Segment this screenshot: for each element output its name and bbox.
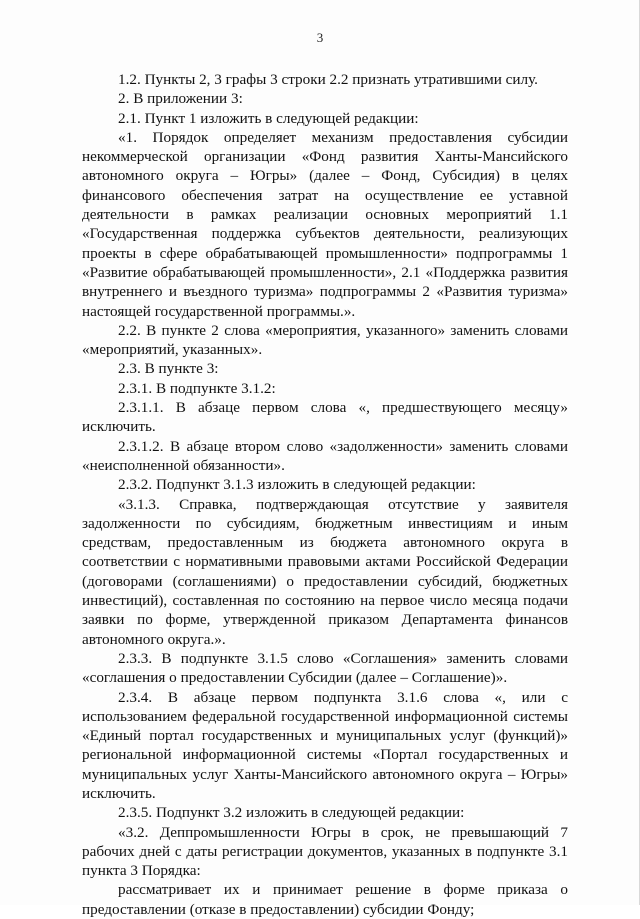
paragraph-2-3-1-1: 2.3.1.1. В абзаце первом слова «, предшествующего месяцу» исключить.: [82, 399, 568, 436]
page-number: 3: [316, 30, 324, 45]
paragraph-quoted-3-2: «3.2. Деппромышленности Югры в срок, не превышающий 7 рабочих дней с даты регистрации документов, указанных в подпункте 3.1 пункта 3 Порядка:: [82, 823, 568, 880]
paragraph-2-3-2: 2.3.2. Подпункт 3.1.3 изложить в следующей редакции:: [118, 476, 476, 494]
paragraph-review: рассматривает их и принимает решение в форме приказа о предоставлении (отказе в предоставлении) субсидии Фонду;: [82, 881, 568, 918]
paragraph-quoted-3-1-3: «3.1.3. Справка, подтверждающая отсутствие у заявителя задолженности по субсидиям, бюджетным инвестициям и иным средствам, предоставленным из бюджета автономного округа в соответствии с нормативными правовыми актами Российской Федерации (договорами (соглашениями) о предоставлении субсидий, бюджетных инвестиций), составленная по состоянию на первое число месяца подачи заявки по форме, утвержденной приказом Департамента финансов автономного округа.».: [82, 495, 568, 648]
document-body: [82, 70, 568, 919]
paragraph-2-3: 2.3. В пункте 3:: [118, 360, 219, 378]
paragraph-2-3-3: 2.3.3. В подпункте 3.1.5 слово «Соглашения» заменить словами «соглашения о предоставлении Субсидии (далее – Соглашение)».: [82, 649, 568, 687]
paragraph-2-3-1-2: 2.3.1.2. В абзаце втором слово «задолженности» заменить словами «неисполненной обязанности».: [82, 437, 568, 474]
paragraph-2: 2. В приложении 3:: [118, 90, 243, 108]
paragraph-2-1: 2.1. Пункт 1 изложить в следующей редакции:: [118, 109, 419, 127]
paragraph-2-3-1: 2.3.1. В подпункте 3.1.2:: [118, 379, 276, 397]
paragraph-1-2: 1.2. Пункты 2, 3 графы 3 строки 2.2 признать утратившими силу.: [118, 71, 538, 88]
paragraph-quoted-1: «1. Порядок определяет механизм предоставления субсидии некоммерческой организации «Фонд развития Ханты-Мансийского автономного округа – Югры» (далее – Фонд, Субсидия) в целях финансового обеспечения затрат на осуществление ее уставной деятельности в рамках реализации основных мероприятий 1.1 «Государственная поддержка субъектов деятельности, реализующих проекты в сфере обрабатывающей промышленности» подпрограммы 1 «Развитие обрабатывающей промышленности», 2.1 «Поддержка развития внутреннего и въездного туризма» подпрограммы 2 «Развития туризма» настоящей государственной программы.».: [82, 128, 568, 320]
paragraph-2-2: 2.2. В пункте 2 слова «мероприятия, указанного» заменить словами «мероприятий, указанных».: [82, 321, 568, 359]
paragraph-2-3-4: 2.3.4. В абзаце первом подпункта 3.1.6 слова «, или с использованием федеральной государственной информационной системы «Единый портал государственных и муниципальных услуг (функций)» региональной информационной системы «Портал государственных и муниципальных услуг Ханты-Мансийского автономного округа – Югры» исключить.: [82, 688, 568, 802]
paragraph-2-3-5: 2.3.5. Подпункт 3.2 изложить в следующей редакции:: [118, 804, 465, 822]
